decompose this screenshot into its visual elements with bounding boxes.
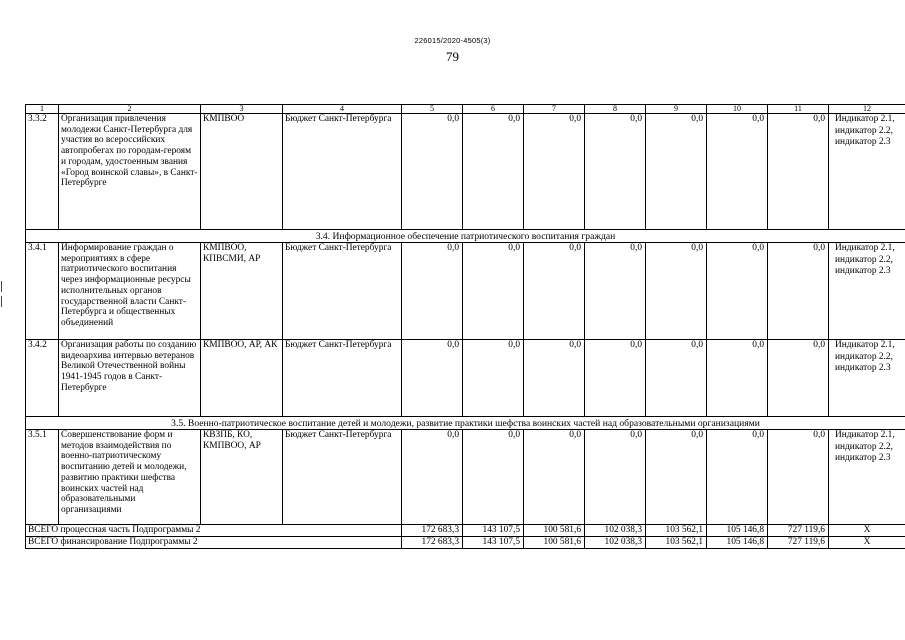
row-value: 0,0 bbox=[585, 114, 646, 230]
row-value: 0,0 bbox=[463, 430, 524, 525]
row-funding-source: Бюджет Санкт-Петербурга bbox=[283, 243, 402, 340]
total-label: ВСЕГО финансирование Подпрограммы 2 bbox=[26, 537, 402, 549]
column-number: 2 bbox=[59, 105, 201, 114]
column-number: 9 bbox=[646, 105, 707, 114]
scan-margin-mark bbox=[1, 281, 2, 292]
column-number: 5 bbox=[402, 105, 463, 114]
section-row bbox=[26, 417, 905, 430]
column-number: 3 bbox=[201, 105, 283, 114]
row-value: 0,0 bbox=[402, 340, 463, 417]
row-code: 3.4.2 bbox=[26, 340, 59, 417]
total-value: 103 562,1 bbox=[646, 525, 707, 537]
row-value: 0,0 bbox=[646, 243, 707, 340]
row-value: 0,0 bbox=[402, 114, 463, 230]
row-value: 0,0 bbox=[402, 243, 463, 340]
total-value: 143 107,5 bbox=[463, 537, 524, 549]
total-mark: X bbox=[829, 525, 905, 537]
column-number: 6 bbox=[463, 105, 524, 114]
total-value: 727 119,6 bbox=[768, 525, 829, 537]
column-number: 7 bbox=[524, 105, 585, 114]
row-executor: КМПВОО, КПВСМИ, АР bbox=[201, 243, 283, 340]
row-code: 3.5.1 bbox=[26, 430, 59, 525]
row-indicators: Индикатор 2.1, индикатор 2.2, индикатор 2.3 bbox=[829, 340, 905, 417]
row-value: 0,0 bbox=[402, 430, 463, 525]
total-value: 172 683,3 bbox=[402, 537, 463, 549]
total-value: 100 581,6 bbox=[524, 537, 585, 549]
row-value: 0,0 bbox=[585, 340, 646, 417]
financing-table bbox=[25, 104, 905, 549]
column-number: 12 bbox=[829, 105, 905, 114]
row-value: 0,0 bbox=[768, 114, 829, 230]
table-row bbox=[26, 430, 905, 525]
row-activity-name: Организация работы по созданию видеоархива интервью ветеранов Великой Отечественной войны 1941-1945 годов в Санкт-Петербурге bbox=[59, 340, 201, 417]
total-value: 727 119,6 bbox=[768, 537, 829, 549]
row-value: 0,0 bbox=[524, 340, 585, 417]
row-value: 0,0 bbox=[585, 430, 646, 525]
row-indicators: Индикатор 2.1, индикатор 2.2, индикатор 2.3 bbox=[829, 243, 905, 340]
row-executor: КМПВОО bbox=[201, 114, 283, 230]
row-code: 3.3.2 bbox=[26, 114, 59, 230]
total-row bbox=[26, 525, 905, 537]
row-value: 0,0 bbox=[463, 340, 524, 417]
row-executor: КВЗПБ, КО, КМПВОО, АР bbox=[201, 430, 283, 525]
row-executor: КМПВОО, АР, АК bbox=[201, 340, 283, 417]
column-number: 10 bbox=[707, 105, 768, 114]
table-row bbox=[26, 243, 905, 340]
column-numbers-row bbox=[26, 105, 905, 114]
total-label: ВСЕГО процессная часть Подпрограммы 2 bbox=[26, 525, 402, 537]
row-value: 0,0 bbox=[707, 430, 768, 525]
row-funding-source: Бюджет Санкт-Петербурга bbox=[283, 430, 402, 525]
row-value: 0,0 bbox=[585, 243, 646, 340]
row-value: 0,0 bbox=[463, 114, 524, 230]
column-number: 11 bbox=[768, 105, 829, 114]
row-activity-name: Информирование граждан о мероприятиях в сфере патриотического воспитания через информационные ресурсы исполнительных органов государственной власти Санкт-Петербурга и общественных объединений bbox=[59, 243, 201, 340]
row-value: 0,0 bbox=[768, 243, 829, 340]
total-value: 102 038,3 bbox=[585, 525, 646, 537]
section-row bbox=[26, 230, 905, 243]
total-value: 143 107,5 bbox=[463, 525, 524, 537]
row-value: 0,0 bbox=[646, 114, 707, 230]
total-value: 172 683,3 bbox=[402, 525, 463, 537]
row-value: 0,0 bbox=[768, 340, 829, 417]
total-value: 105 146,8 bbox=[707, 537, 768, 549]
row-activity-name: Совершенствование форм и методов взаимодействия по военно-патриотическому воспитанию детей и молодежи, развитию практики шефства воинских частей над образовательными организациями bbox=[59, 430, 201, 525]
total-value: 105 146,8 bbox=[707, 525, 768, 537]
section-title: 3.4. Информационное обеспечение патриотического воспитания граждан bbox=[26, 230, 905, 243]
row-value: 0,0 bbox=[524, 114, 585, 230]
page-number: 79 bbox=[446, 49, 459, 64]
row-code: 3.4.1 bbox=[26, 243, 59, 340]
row-value: 0,0 bbox=[707, 340, 768, 417]
total-row bbox=[26, 537, 905, 549]
total-mark: X bbox=[829, 537, 905, 549]
column-number: 4 bbox=[283, 105, 402, 114]
total-value: 100 581,6 bbox=[524, 525, 585, 537]
row-value: 0,0 bbox=[524, 430, 585, 525]
row-value: 0,0 bbox=[707, 243, 768, 340]
total-value: 103 562,1 bbox=[646, 537, 707, 549]
row-value: 0,0 bbox=[707, 114, 768, 230]
table-row bbox=[26, 340, 905, 417]
total-value: 102 038,3 bbox=[585, 537, 646, 549]
row-value: 0,0 bbox=[768, 430, 829, 525]
row-funding-source: Бюджет Санкт-Петербурга bbox=[283, 114, 402, 230]
row-funding-source: Бюджет Санкт-Петербурга bbox=[283, 340, 402, 417]
document-code: 226015/2020-4505(3) bbox=[414, 36, 491, 45]
table-row bbox=[26, 114, 905, 230]
row-value: 0,0 bbox=[646, 430, 707, 525]
column-number: 1 bbox=[26, 105, 59, 114]
scan-margin-mark bbox=[1, 296, 2, 307]
row-value: 0,0 bbox=[524, 243, 585, 340]
row-activity-name: Организация привлечения молодежи Санкт-Петербурга для участия во всероссийских автопробегах по городам-героям и городам, удостоенным звания «Город воинской славы», в Санкт-Петербурге bbox=[59, 114, 201, 230]
row-value: 0,0 bbox=[646, 340, 707, 417]
row-indicators: Индикатор 2.1, индикатор 2.2, индикатор 2.3 bbox=[829, 114, 905, 230]
row-indicators: Индикатор 2.1, индикатор 2.2, индикатор 2.3 bbox=[829, 430, 905, 525]
section-title: 3.5. Военно-патриотическое воспитание детей и молодежи, развитие практики шефства воинских частей над образовательными организациями bbox=[26, 417, 905, 430]
column-number: 8 bbox=[585, 105, 646, 114]
row-value: 0,0 bbox=[463, 243, 524, 340]
